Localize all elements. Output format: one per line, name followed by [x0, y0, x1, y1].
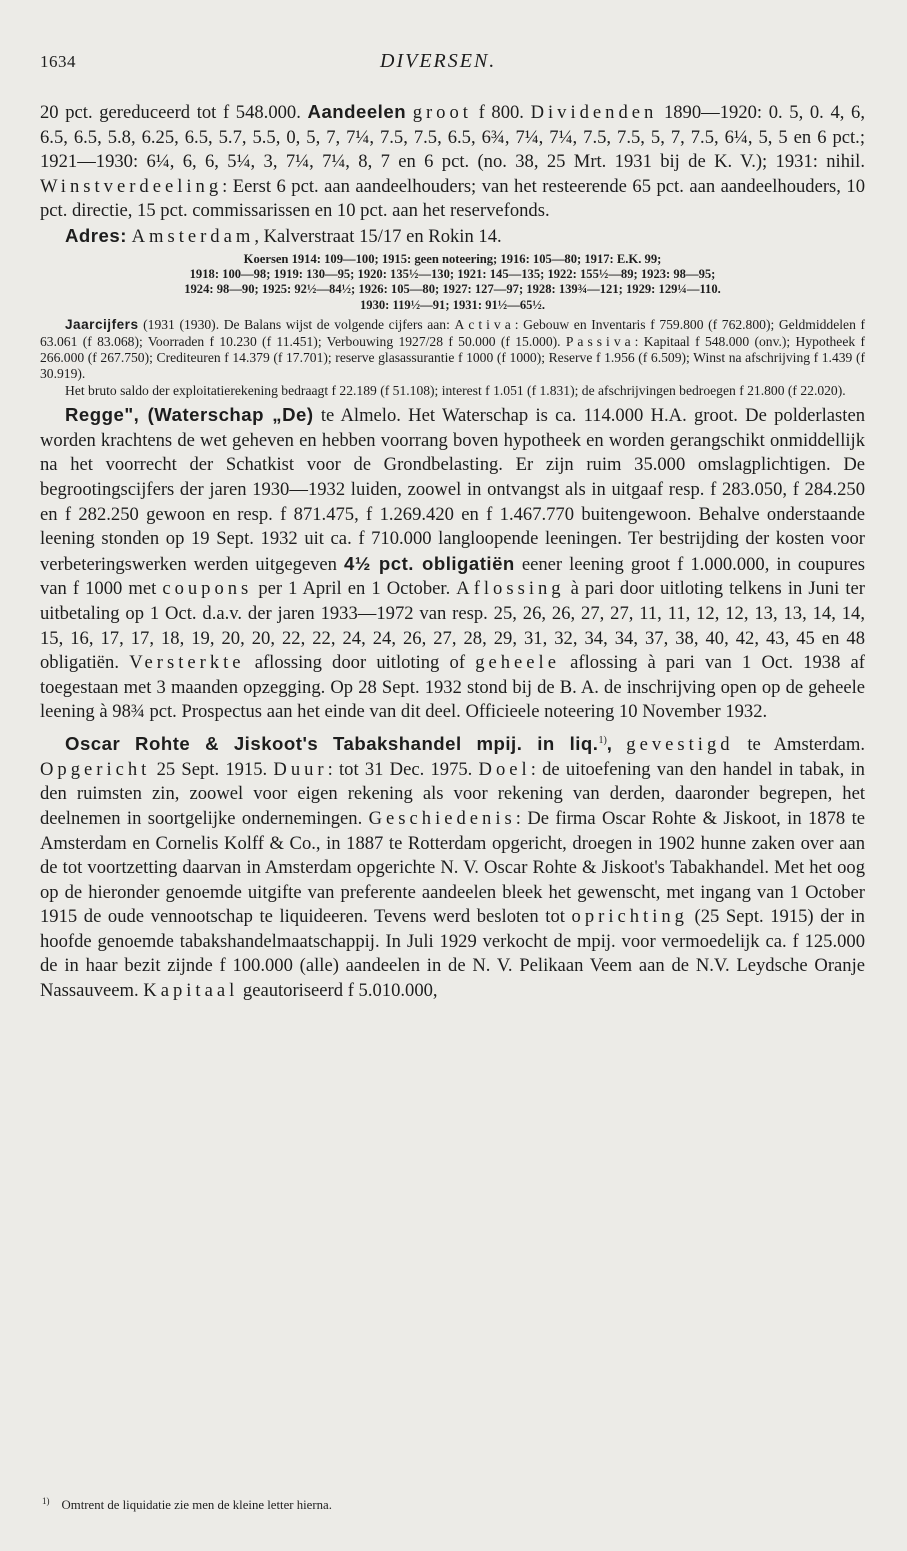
keyword-jaarcijfers: Jaarcijfers [65, 317, 139, 333]
koersen-line: 1918: 100—98; 1919: 130—95; 1920: 135½—130; 1921: 145—135; 1922: 155½—89; 1923: 98—95; [189, 266, 716, 281]
bruto-saldo-paragraph: Het bruto saldo der exploitatierekening bedraagt f 22.189 (f 51.108); interest f 1.051 (f 1.831); de afschrijvingen bedroegen f 21.800 (f 22.020). [65, 382, 846, 398]
koersen-block [40, 252, 865, 314]
keyword-winstverdeeling: Winstverdeeling [40, 175, 223, 197]
aandeelen-paragraph: 20 pct. gereduceerd tot f 548.000. Aandeelen groot f 800. Dividenden 1890—1920: 0. 5, 0. 4, 6, 6.5, 6.5, 5.8, 6.25, 6.5, 5.7, 5.5, 0, 5, 7, 7¼, 7.5, 7.5, 6.5, 6¾, 7¼, 7¼, 7.5, 7.5, 5, 7, 7.5, 6¼, 5, 5 en 6 pct.; 1921—1930: 6¼, 6, 6, 5¼, 3, 7¼, 7¼, 8, 7 en 6 pct. (no. 38, 25 Mrt. 1931 bij de K. V.); 1931: nihil. Winstverdeeling: Eerst 6 pct. aan aandeelhouders; van het resteerende 65 pct. aan aandeelhouders, 10 pct. directie, 15 pct. commissarissen en 10 pct. aan het reservefonds. [40, 101, 865, 222]
footnote [40, 1493, 865, 1513]
koersen-line: Koersen 1914: 109—100; 1915: geen noteering; 1916: 105—80; 1917: E.K. 99; [243, 251, 662, 266]
keyword-oscar-rohte: Oscar Rohte & Jiskoot's Tabakshandel mpij. in liq. [65, 733, 599, 755]
footnote-text: Omtrent de liquidatie zie men de kleine letter hierna. [61, 1498, 332, 1513]
koersen-line: 1930: 119½—91; 1931: 91½—65½. [359, 297, 546, 312]
regge-paragraph: Regge", (Waterschap „De) te Almelo. Het Waterschap is ca. 114.000 H.A. groot. De polderlasten worden krachtens de wet geheven en hebben voorrang boven hypotheek en worden gerangschikt onmiddellijk na het voorrecht der Schatkist voor de Grondbelasting. Er zijn ruim 35.000 omslagplichtigen. De begrootingscijfers der jaren 1930—1932 luiden, zoowel in ontvangst als in uitgaaf resp. f 283.050, f 284.250 en f 282.250 gewoon en resp. f 871.475, f 1.269.420 en f 1.467.770 buitengewoon. Behalve onderstaande leening stonden op 19 Sept. 1932 uit ca. f 710.000 langloopende leeningen. Ter bestrijding der kosten voor verbeteringswerken werden uitgegeven 4½ pct. obligatiën eener leening groot f 1.000.000, in coupures van f 1000 met coupons per 1 April en 1 October. Aflossing à pari door uitloting telkens in Juni ter uitbetaling op 1 Oct. d.a.v. der jaren 1933—1972 van resp. 25, 26, 26, 27, 27, 11, 11, 12, 12, 13, 13, 14, 14, 15, 16, 17, 17, 18, 19, 20, 20, 22, 22, 24, 24, 26, 27, 28, 29, 31, 32, 34, 34, 37, 38, 40, 42, 43, 45 en 48 obligatiën. Versterkte aflossing door uitloting of geheele aflossing à pari van 1 Oct. 1938 af toegestaan met 3 maanden opzegging. Op 28 Sept. 1932 stond bij de B. A. de inschrijving open op de geheele leening à 98¾ pct. Prospectus aan het einde van dit deel. Officieele noteering 10 November 1932. [40, 404, 866, 723]
koersen-line: 1924: 98—90; 1925: 92½—84½; 1926: 105—80; 1927: 127—97; 1928: 139¾—121; 1929: 129¼—110. [184, 282, 721, 297]
keyword-regge: Regge", (Waterschap „De) [65, 404, 314, 426]
running-title: DIVERSEN. [380, 50, 497, 72]
page-header [40, 50, 865, 100]
keyword-obligatien: 4½ pct. obligatiën [344, 552, 515, 574]
footnote-mark: 1) [42, 1496, 50, 1506]
footnote-ref: 1) [598, 734, 607, 746]
rohte-paragraph: Oscar Rohte & Jiskoot's Tabakshandel mpij. in liq.$^{1)}$, gevestigd te Amsterdam. Opgericht 25 Sept. 1915. Duur: tot 31 Dec. 1975. Doel: de uitoefening van den handel in tabak, in den ruimsten zin, zoowel voor eigen rekening als voor rekening van derden, daaronder begrepen, het deelnemen in soortgelijke ondernemingen. Geschiedenis: De firma Oscar Rohte & Jiskoot, in 1878 te Amsterdam en Cornelis Kolff & Co., in 1887 te Rotterdam opgericht, droegen in 1902 hunne zaken over aan de tot voortzetting daarvan in Amsterdam opgerichte N. V. Oscar Rohte & Jiskoot's Tabakhandel. Met het oog op de hieronder genoemde uitgifte van preferente aandeelen bleek het gewenscht, met ingang van 1 October 1915 de oude vennootschap te liquideeren. Tevens werd besloten tot oprichting (25 Sept. 1915) der in hoofde genoemde tabakshandelmaatschappij. In Juli 1929 verkocht de mpij. voor vermoedelijk ca. f 125.000 de in haar bezit zijnde f 100.000 (alle) aandeelen in de N. V. Pelikaan Veem aan de N.V. Leydsche Oranje Nassauveem. Kapitaal geautoriseerd f 5.010.000, [40, 733, 865, 1002]
keyword-aandeelen: Aandeelen [307, 101, 407, 122]
adres-line: Adres: Amsterdam, Kalverstraat 15/17 en Rokin 14. [65, 224, 502, 247]
jaarcijfers-paragraph: Jaarcijfers (1931 (1930). De Balans wijst de volgende cijfers aan: Activa: Gebouw en Inventaris f 759.800 (f 762.800); Geldmiddelen f 63.061 (f 83.068); Voorraden f 10.230 (f 11.451); Verbouwing 1927/28 f 50.000 (f 15.000). Passiva: Kapitaal f 548.000 (onv.); Hypotheek f 266.000 (f 267.750); Crediteuren f 14.379 (f 17.701); reserve glasassurantie f 1000 (f 1000); Reserve f 1.956 (f 6.509); Winst na afschrijving f 1.439 (f 30.919). [40, 317, 866, 382]
keyword-dividenden: Dividenden [530, 102, 658, 123]
page-number: 1634 [40, 52, 76, 71]
